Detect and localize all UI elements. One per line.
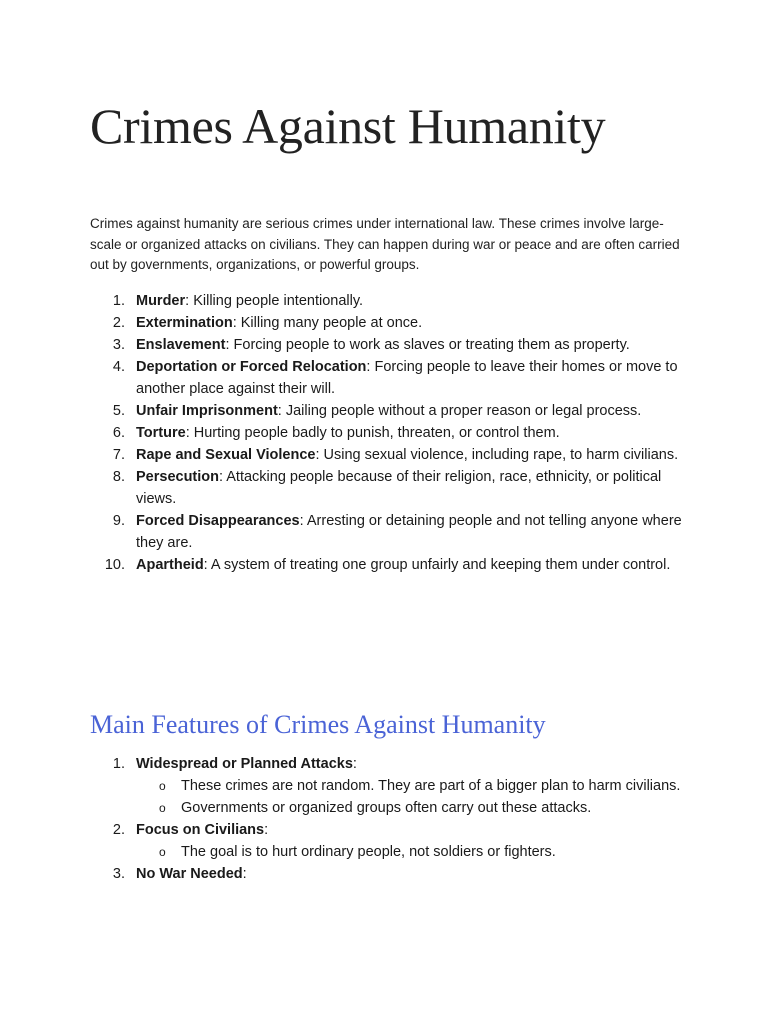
item-number: 6. <box>112 425 125 441</box>
item-term: Apartheid <box>136 557 204 573</box>
list-item <box>90 819 690 863</box>
item-number: 2. <box>112 315 125 331</box>
features-list <box>90 753 690 885</box>
list-item <box>90 466 690 510</box>
list-item <box>90 554 690 576</box>
section-heading: Main Features of Crimes Against Humanity <box>90 710 546 739</box>
item-number: 10. <box>104 557 125 573</box>
item-number: 3. <box>112 866 125 882</box>
list-item <box>90 753 690 819</box>
item-term: Widespread or Planned Attacks <box>136 756 353 772</box>
item-number: 5. <box>112 403 125 419</box>
item-description: : Forcing people to leave their homes or move to another place against their will. <box>136 359 678 397</box>
list-item <box>90 400 690 422</box>
item-term: Focus on Civilians <box>136 822 265 838</box>
item-description: : Jailing people without a proper reason or legal process. <box>277 403 642 419</box>
list-item <box>90 356 690 400</box>
bullet-marker: o <box>159 801 166 815</box>
list-item <box>90 863 690 885</box>
item-term: Torture <box>136 425 186 441</box>
crimes-list <box>90 290 690 576</box>
item-number: 7. <box>112 447 125 463</box>
sub-bullet-text: These crimes are not random. They are part of a bigger plan to harm civilians. <box>181 778 681 794</box>
sub-bullet-text: The goal is to hurt ordinary people, not soldiers or fighters. <box>181 844 556 860</box>
item-description: : Arresting or detaining people and not telling anyone where they are. <box>136 513 682 551</box>
item-number: 2. <box>112 822 125 838</box>
sub-bullet-item <box>136 797 690 819</box>
item-description: : Hurting people badly to punish, threaten, or control them. <box>185 425 560 441</box>
intro-paragraph: Crimes against humanity are serious crimes under international law. These crimes involve large-scale or organized attacks on civilians. They can happen during war or peace and are often carried out by governments, organizations, or powerful groups. <box>90 216 680 272</box>
sub-bullet-item <box>136 775 690 797</box>
item-number: 3. <box>112 337 125 353</box>
list-item <box>90 510 690 554</box>
list-item <box>90 312 690 334</box>
list-item <box>90 444 690 466</box>
item-description: : Using sexual violence, including rape, to harm civilians. <box>315 447 679 463</box>
bullet-marker: o <box>159 845 166 859</box>
item-term: Murder <box>136 293 186 309</box>
item-description: : <box>264 822 269 838</box>
sub-bullet-item <box>136 841 690 863</box>
item-description: : Killing people intentionally. <box>185 293 364 309</box>
item-description: : <box>352 756 357 772</box>
item-term: Deportation or Forced Relocation <box>136 359 367 375</box>
item-term: No War Needed <box>136 866 243 882</box>
bullet-marker: o <box>159 779 166 793</box>
item-term: Enslavement <box>136 337 226 353</box>
item-description: : Attacking people because of their religion, race, ethnicity, or political views. <box>136 469 662 507</box>
item-term: Persecution <box>136 469 219 485</box>
sub-bullet-list <box>136 775 690 819</box>
item-description: : A system of treating one group unfairly and keeping them under control. <box>203 557 671 573</box>
document-title: Crimes Against Humanity <box>90 98 606 154</box>
item-number: 4. <box>112 359 125 375</box>
item-number: 1. <box>112 756 125 772</box>
list-item <box>90 290 690 312</box>
item-term: Extermination <box>136 315 233 331</box>
item-description: : Killing many people at once. <box>232 315 423 331</box>
item-term: Rape and Sexual Violence <box>136 447 316 463</box>
list-item <box>90 422 690 444</box>
item-description: : Forcing people to work as slaves or treating them as property. <box>225 337 630 353</box>
item-number: 9. <box>112 513 125 529</box>
sub-bullet-text: Governments or organized groups often carry out these attacks. <box>181 800 592 816</box>
item-number: 1. <box>112 293 125 309</box>
sub-bullet-list <box>136 841 690 863</box>
item-description: : <box>242 866 247 882</box>
item-term: Unfair Imprisonment <box>136 403 278 419</box>
item-term: Forced Disappearances <box>136 513 300 529</box>
list-item <box>90 334 690 356</box>
item-number: 8. <box>112 469 125 485</box>
